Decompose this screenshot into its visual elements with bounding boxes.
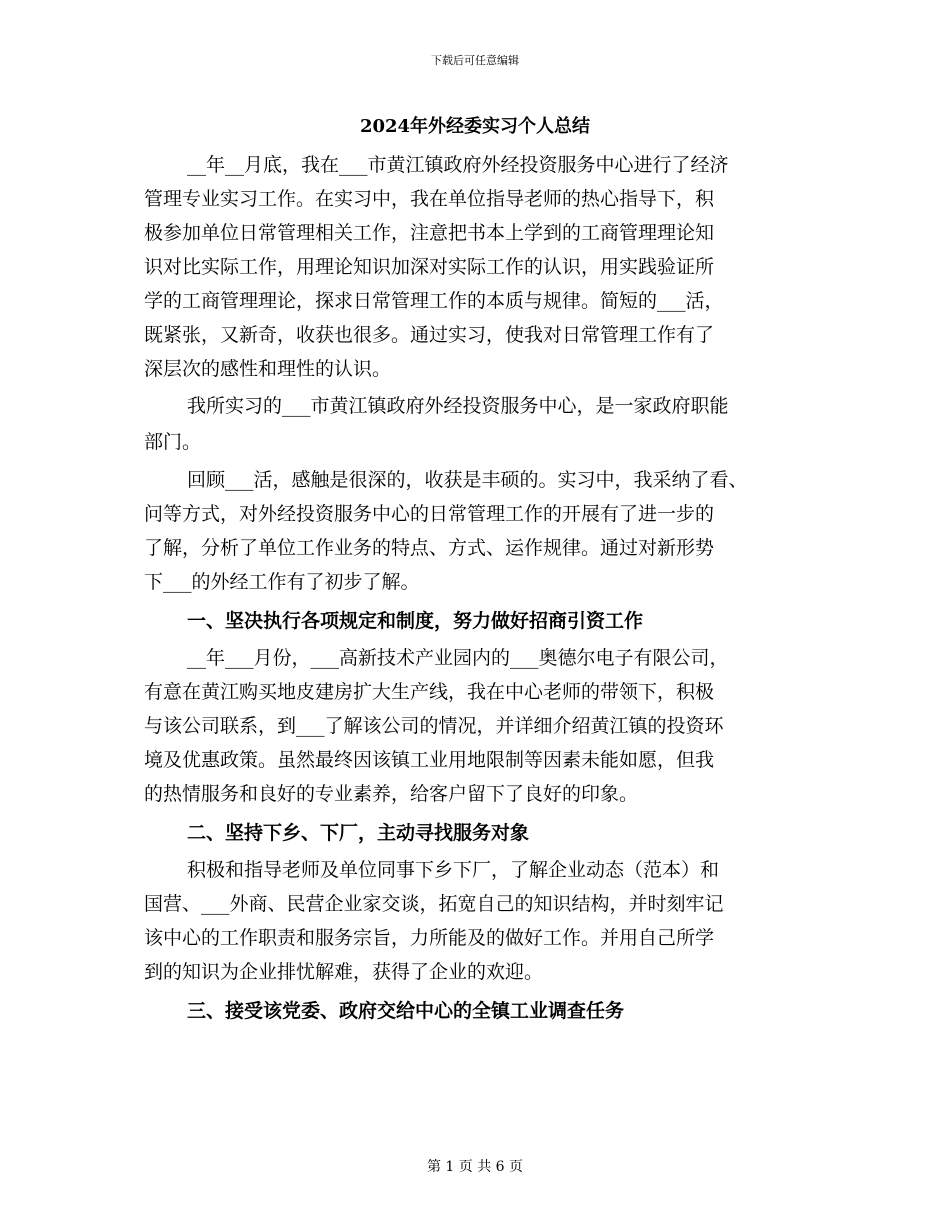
paragraph-line: 部门。 [144,431,202,453]
paragraph-line: 深层次的感性和理性的认识。 [144,358,392,380]
paragraph-line: 了解，分析了单位工作业务的特点、方式、运作规律。通过对新形势 [144,537,715,559]
page-header-note: 下载后可任意编辑 [431,54,519,67]
paragraph-line: __年__月底，我在___市黄江镇政府外经投资服务中心进行了经济 [187,154,729,176]
paragraph-line: 既紧张，又新奇，收获也很多。通过实习，使我对日常管理工作有了 [144,324,715,346]
paragraph-line: 境及优惠政策。虽然最终因该镇工业用地限制等因素未能如愿，但我 [144,749,715,771]
paragraph-line: 我所实习的___市黄江镇政府外经投资服务中心，是一家政府职能 [187,395,729,417]
paragraph-line: 识对比实际工作，用理论知识加深对实际工作的认识，用实践验证所 [144,256,715,278]
paragraph-line: 与该公司联系，到___了解该公司的情况，并详细介绍黄江镇的投资环 [144,715,724,737]
paragraph-line: 到的知识为企业排忧解难，获得了企业的欢迎。 [144,961,544,983]
section-heading: 一、坚决执行各项规定和制度，努力做好招商引资工作 [187,610,644,632]
paragraph-line: 管理专业实习工作。在实习中，我在单位指导老师的热心指导下，积 [144,188,715,210]
paragraph-line: 问等方式，对外经投资服务中心的日常管理工作的开展有了进一步的 [144,503,715,525]
paragraph-line: 有意在黄江购买地皮建房扩大生产线，我在中心老师的带领下，积极 [144,681,715,703]
section-heading: 三、接受该党委、政府交给中心的全镇工业调查任务 [187,1000,625,1022]
paragraph-line: 极参加单位日常管理相关工作，注意把书本上学到的工商管理理论知 [144,222,715,244]
paragraph-line: 国营、___外商、民营企业家交谈，拓宽自己的知识结构，并时刻牢记 [144,893,724,915]
paragraph-line: 下___的外经工作有了初步了解。 [144,571,420,593]
paragraph-line: 积极和指导老师及单位同事下乡下厂，了解企业动态（范本）和 [187,859,720,881]
page-number: 第 1 页 共 6 页 [426,1159,524,1175]
paragraph-line: 该中心的工作职责和服务宗旨，力所能及的做好工作。并用自己所学 [144,927,715,949]
paragraph-line: 回顾___活，感触是很深的，收获是丰硕的。实习中，我采纳了看、 [187,469,748,491]
paragraph-line: __年___月份，___高新技术产业园内的___奥德尔电子有限公司， [187,647,729,669]
paragraph-line: 学的工商管理理论，探求日常管理工作的本质与规律。简短的___活， [144,290,724,312]
document-title: 2024年外经委实习个人总结 [359,116,591,137]
section-heading: 二、坚持下乡、下厂，主动寻找服务对象 [187,822,530,844]
paragraph-line: 的热情服务和良好的专业素养，给客户留下了良好的印象。 [144,783,639,805]
